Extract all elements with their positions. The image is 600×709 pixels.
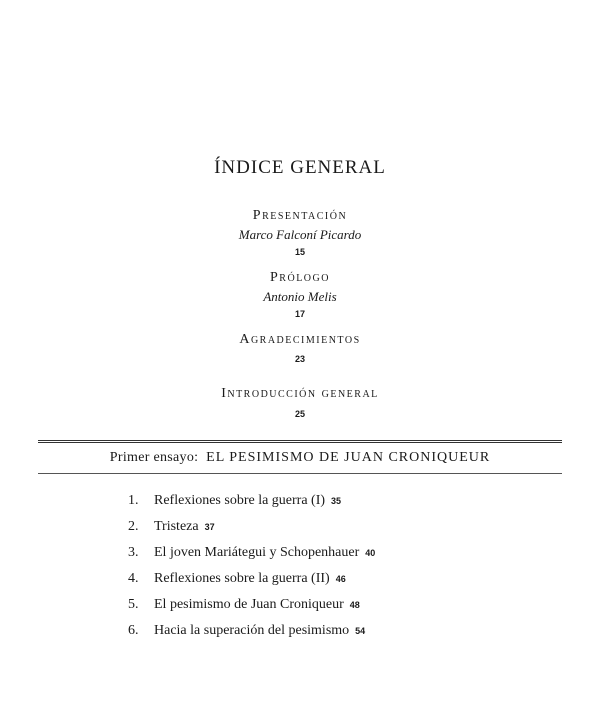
chapter-page: 40 xyxy=(365,548,376,558)
chapter-item[interactable] xyxy=(128,571,346,587)
chapter-item[interactable] xyxy=(128,623,365,639)
chapter-page: 35 xyxy=(331,496,342,506)
chapter-title: Tristeza xyxy=(154,519,199,534)
front-entry-page: 23 xyxy=(294,354,305,364)
chapter-title: Reflexiones sobre la guerra (I) xyxy=(154,493,326,508)
chapter-title: Hacia la superación del pesimismo xyxy=(154,623,350,638)
chapter-number: 6. xyxy=(128,623,139,638)
front-entry-title: Presentación xyxy=(252,208,348,223)
chapter-title: El pesimismo de Juan Croniqueur xyxy=(154,597,344,612)
chapter-number: 3. xyxy=(128,545,139,560)
chapter-number: 1. xyxy=(128,493,139,508)
front-entry-author: Antonio Melis xyxy=(263,289,337,304)
chapter-title: Reflexiones sobre la guerra (II) xyxy=(154,571,330,586)
divider-bottom xyxy=(38,473,562,474)
chapter-page: 37 xyxy=(204,522,215,532)
front-entry-title: Agradecimientos xyxy=(239,332,361,347)
front-entry-introduccion[interactable] xyxy=(0,386,600,420)
chapter-number: 2. xyxy=(128,519,139,534)
front-entry-author: Marco Falconí Picardo xyxy=(238,227,362,242)
front-entry-title: Introducción general xyxy=(221,386,379,401)
chapter-title: El joven Mariátegui y Schopenhauer xyxy=(154,545,360,560)
front-entry-agradecimientos[interactable] xyxy=(0,332,600,365)
front-entry-page: 15 xyxy=(294,247,305,257)
section-label: Primer ensayo: xyxy=(109,450,199,465)
chapter-item[interactable] xyxy=(128,545,375,561)
chapter-page: 48 xyxy=(349,600,360,610)
front-entry-page: 25 xyxy=(294,409,305,419)
page-title: ÍNDICE GENERAL xyxy=(214,157,386,178)
front-entry-presentacion[interactable] xyxy=(0,208,600,258)
front-entry-prologo[interactable] xyxy=(0,270,600,320)
chapter-item[interactable] xyxy=(128,493,341,509)
chapter-number: 5. xyxy=(128,597,139,612)
chapter-page: 46 xyxy=(335,574,346,584)
chapter-number: 4. xyxy=(128,571,139,586)
front-entry-title: Prólogo xyxy=(270,270,330,285)
chapter-page: 54 xyxy=(355,626,366,636)
divider-top xyxy=(38,440,562,443)
section-title: EL PESIMISMO DE JUAN CRONIQUEUR xyxy=(206,450,491,465)
front-entry-page: 17 xyxy=(294,309,305,319)
chapter-item[interactable] xyxy=(128,519,215,535)
section-heading[interactable] xyxy=(0,450,600,466)
chapter-item[interactable] xyxy=(128,597,360,613)
